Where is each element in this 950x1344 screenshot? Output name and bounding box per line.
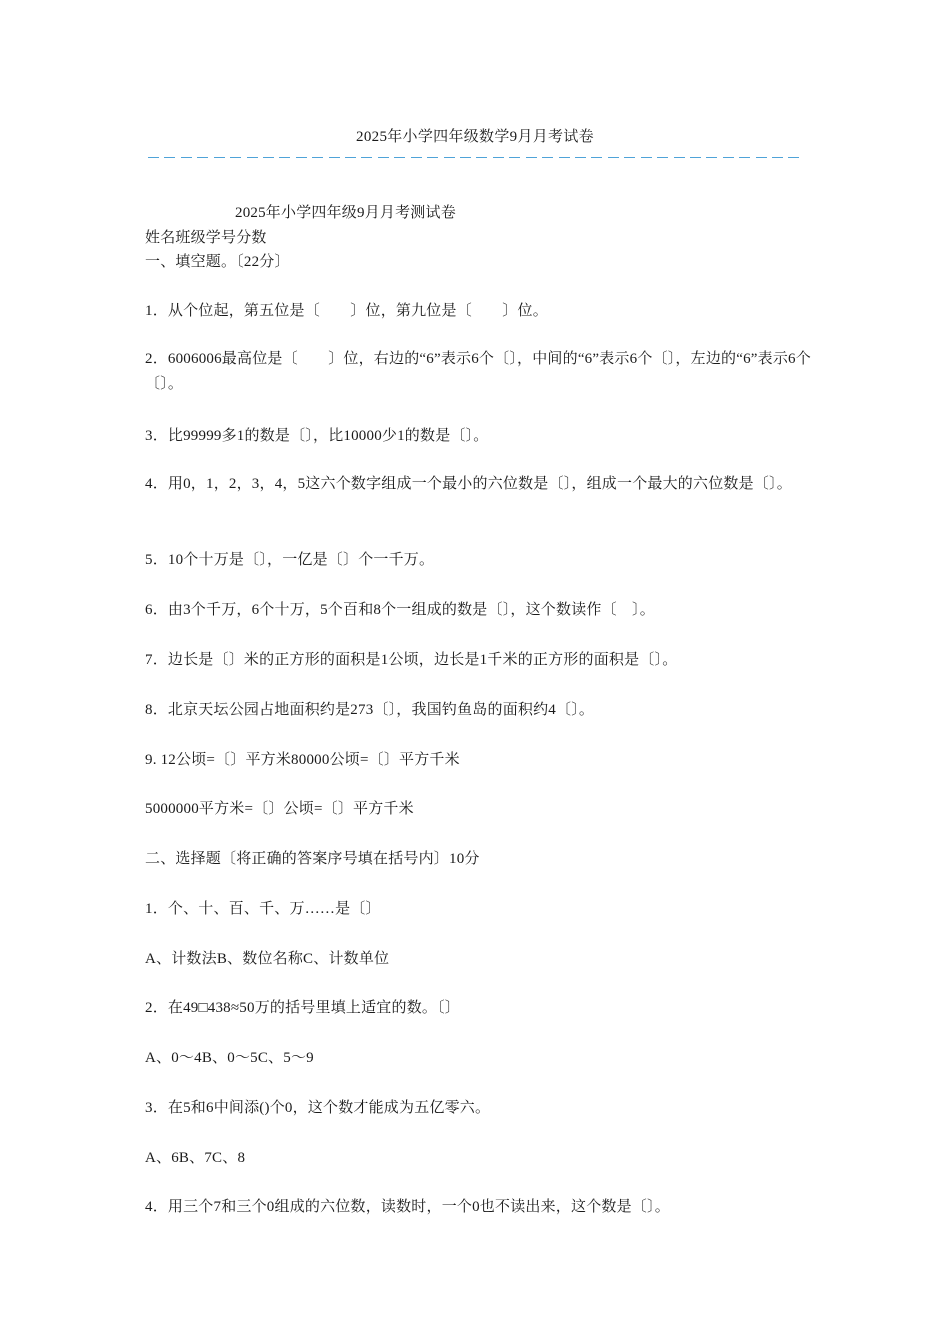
page-header-title: 2025年小学四年级数学9月月考试卷 [356, 129, 594, 145]
section-1-heading: 一、填空题。〔22分〕 [145, 254, 290, 270]
fill-question-2: 2．6006006最高位是〔 〕位，右边的“6”表示6个〔〕，中间的“6”表示6个〔〕，左边的“6”表示6个〔〕。 [145, 351, 811, 392]
choice-question-1: 1．个、十、百、千、万……是〔〕 [145, 901, 381, 917]
choice-question-3-options: A、6B、7C、8 [145, 1150, 246, 1166]
choice-question-1-options: A、计数法B、数位名称C、计数单位 [145, 951, 390, 967]
choice-question-3: 3．在5和6中间添()个0，这个数才能成为五亿零六。 [145, 1100, 491, 1116]
fill-question-6: 6．由3个千万，6个十万，5个百和8个一组成的数是〔〕，这个数读作〔 〕。 [145, 602, 655, 618]
header-dashed-rule [148, 151, 800, 163]
section-2-heading: 二、选择题〔将正确的答案序号填在括号内〕10分 [145, 851, 480, 867]
choice-question-2-options: A、0～4B、0～5C、5～9 [145, 1050, 314, 1066]
fill-question-9b: 5000000平方米=〔〕公顷=〔〕平方千米 [145, 801, 414, 817]
fill-question-9a: 9. 12公顷=〔〕平方米80000公顷=〔〕平方千米 [145, 752, 460, 768]
fill-question-1: 1．从个位起，第五位是〔 〕位，第九位是〔 〕位。 [145, 303, 548, 319]
fill-question-8: 8．北京天坛公园占地面积约是273〔〕，我国钓鱼岛的面积约4〔〕。 [145, 702, 595, 718]
exam-subtitle: 2025年小学四年级9月月考测试卷 [235, 205, 456, 221]
fill-question-5: 5．10个十万是〔〕，一亿是〔〕个一千万。 [145, 552, 435, 568]
fill-question-7: 7．边长是〔〕米的正方形的面积是1公顷，边长是1千米的正方形的面积是〔〕。 [145, 652, 678, 668]
fill-question-3: 3．比99999多1的数是〔〕，比10000少1的数是〔〕。 [145, 428, 489, 444]
fill-question-4: 4．用0，1，2，3，4，5这六个数字组成一个最小的六位数是〔〕，组成一个最大的六位数是〔〕。 [145, 476, 792, 492]
choice-question-4: 4．用三个7和三个0组成的六位数，读数时，一个0也不读出来，这个数是〔〕。 [145, 1199, 670, 1215]
choice-question-2: 2．在49□438≈50万的括号里填上适宜的数。〔〕 [145, 1000, 460, 1016]
student-info-line: 姓名班级学号分数 [145, 230, 267, 246]
